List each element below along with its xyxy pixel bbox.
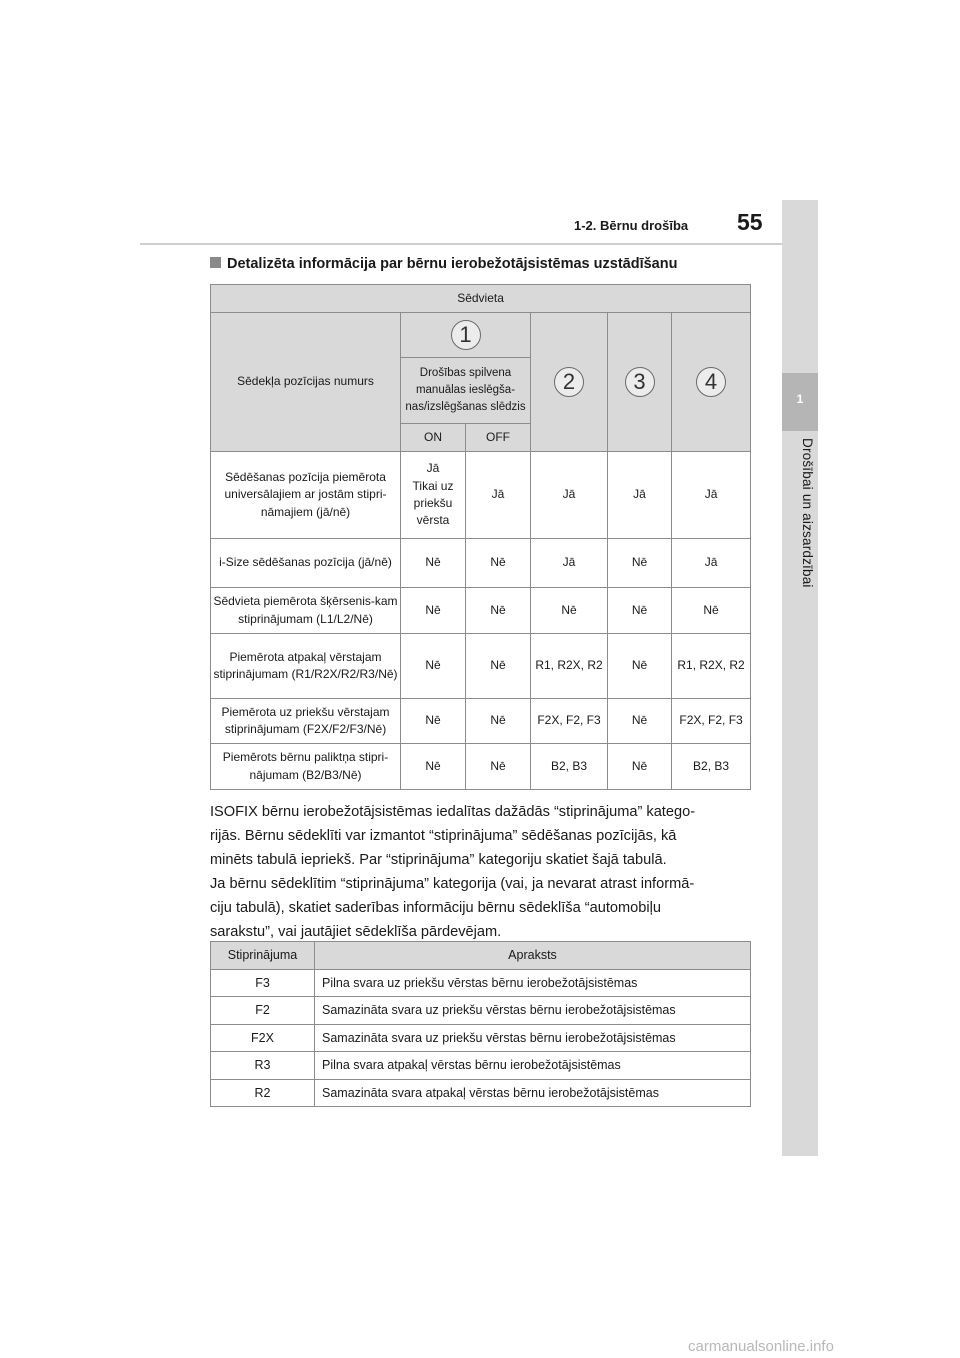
cell-on: Jā Tikai uz priekšu vērsta [401,452,466,539]
seat-1-cell [401,313,531,358]
table-row [211,699,751,744]
row-label: Piemērota uz priekšu vērstajam stiprinājumam (F2X/F2/F3/Nē) [211,699,401,744]
table-row [211,1024,751,1052]
seat-2-cell [531,313,608,452]
table-row [211,997,751,1025]
position-number-label: Sēdekļa pozīcijas numurs [211,313,401,452]
paragraph-line: sarakstu”, vai jautājiet sēdeklīša pārdevējam. [210,924,502,940]
table-row [211,744,751,790]
fixture-description: Samazināta svara uz priekšu vērstas bērnu ierobežotājsistēmas [315,1024,751,1052]
seat-1-number-icon: 1 [451,320,481,350]
chapter-label: Drošībai un aizsardzībai [800,438,815,588]
row-label: Sēdvieta piemērota šķērsenis-kam stiprinājumam (L1/L2/Nē) [211,588,401,634]
page-number: 55 [737,209,763,235]
fixture-header: Stiprinājuma [211,942,315,970]
table-row [211,1052,751,1080]
cell-on: Nē [401,539,466,588]
cell-off: Nē [466,588,531,634]
cell-seat-4: Jā [672,452,751,539]
cell-seat-3: Nē [608,744,672,790]
cell-off: Nē [466,634,531,699]
cell-seat-2: Jā [531,452,608,539]
seat-2-number-icon: 2 [554,367,584,397]
table-row [211,634,751,699]
fixture-description: Samazināta svara atpakaļ vērstas bērnu ierobežotājsistēmas [315,1079,751,1107]
cell-off: Jā [466,452,531,539]
seat-table-title: Sēdvieta [211,285,751,313]
seat-position-table [210,284,751,790]
section-heading [210,256,677,272]
heading-text: Detalizēta informācija par bērnu ierobežotājsistēmas uzstādīšanu [227,256,678,272]
fixture-code: F2X [211,1024,315,1052]
cell-on: Nē [401,634,466,699]
watermark: carmanualsonline.info [688,1338,834,1355]
chapter-number: 1 [796,392,804,406]
cell-on: Nē [401,744,466,790]
paragraph-line: Ja bērnu sēdeklītim “stiprinājuma” kategorija (vai, ja nevarat atrast informā- [210,876,695,892]
table-row [211,588,751,634]
cell-seat-3: Nē [608,588,672,634]
cell-seat-2: F2X, F2, F3 [531,699,608,744]
section-title: 1-2. Bērnu drošība [574,218,689,233]
cell-off: Nē [466,699,531,744]
table-row [211,539,751,588]
cell-off: Nē [466,744,531,790]
cell-seat-2: B2, B3 [531,744,608,790]
cell-seat-3: Nē [608,634,672,699]
seat-3-cell [608,313,672,452]
fixture-code: F3 [211,969,315,997]
cell-seat-4: R1, R2X, R2 [672,634,751,699]
heading-bullet-icon [210,257,221,268]
cell-seat-2: Nē [531,588,608,634]
table-row [211,452,751,539]
cell-seat-4: F2X, F2, F3 [672,699,751,744]
seat-4-number-icon: 4 [696,367,726,397]
cell-seat-4: Jā [672,539,751,588]
cell-seat-3: Nē [608,539,672,588]
paragraph-line: ISOFIX bērnu ierobežotājsistēmas iedalītas dažādās “stiprinājuma” katego- [210,804,696,820]
seat-4-cell [672,313,751,452]
switch-off-header: OFF [466,424,531,452]
cell-seat-4: Nē [672,588,751,634]
header-divider [140,243,782,245]
chapter-side-tab [782,200,818,1156]
table-row [211,969,751,997]
fixture-code: F2 [211,997,315,1025]
row-label: i-Size sēdēšanas pozīcija (jā/nē) [211,539,401,588]
cell-on: Nē [401,699,466,744]
body-paragraph [210,800,750,944]
paragraph-line: minēts tabulā iepriekš. Par “stiprinājuma” kategoriju skatiet šajā tabulā. [210,852,667,868]
switch-on-header: ON [401,424,466,452]
row-label: Piemērots bērnu paliktņa stipri-nājumam (B2/B3/Nē) [211,744,401,790]
cell-off: Nē [466,539,531,588]
fixture-description: Samazināta svara uz priekšu vērstas bērnu ierobežotājsistēmas [315,997,751,1025]
fixture-code: R2 [211,1079,315,1107]
fixture-category-table [210,941,751,1107]
cell-seat-3: Nē [608,699,672,744]
paragraph-line: rijās. Bērnu sēdeklīti var izmantot “stiprinājuma” sēdēšanas pozīcijās, kā [210,828,677,844]
fixture-description: Pilna svara uz priekšu vērstas bērnu ierobežotājsistēmas [315,969,751,997]
cell-seat-2: R1, R2X, R2 [531,634,608,699]
airbag-switch-label: Drošības spilvena manuālas ieslēgša-nas/izslēgšanas slēdzis [401,358,531,424]
seat-3-number-icon: 3 [625,367,655,397]
row-label: Piemērota atpakaļ vērstajam stiprinājumam (R1/R2X/R2/R3/Nē) [211,634,401,699]
cell-seat-3: Jā [608,452,672,539]
paragraph-line: ciju tabulā), skatiet saderības informāciju bērnu sēdeklīša “automobiļu [210,900,662,916]
description-header: Apraksts [315,942,751,970]
row-label: Sēdēšanas pozīcija piemērota universālajiem ar jostām stipri-nāmajiem (jā/nē) [211,452,401,539]
cell-on: Nē [401,588,466,634]
fixture-description: Pilna svara atpakaļ vērstas bērnu ierobežotājsistēmas [315,1052,751,1080]
cell-seat-4: B2, B3 [672,744,751,790]
cell-seat-2: Jā [531,539,608,588]
table-row [211,1079,751,1107]
fixture-code: R3 [211,1052,315,1080]
